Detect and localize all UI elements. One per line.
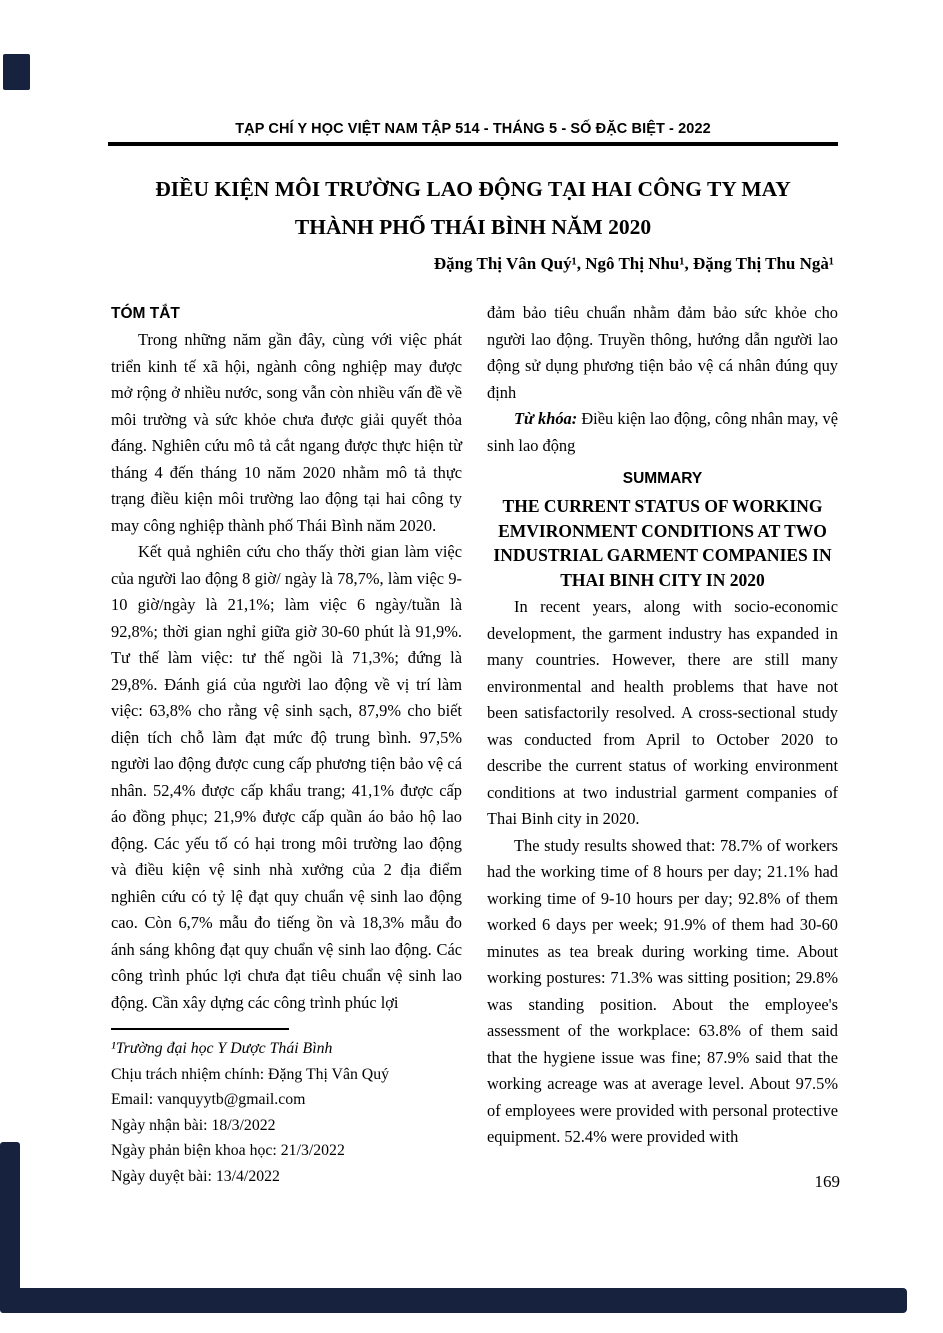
abstract-continuation: đảm bảo tiêu chuẩn nhằm đảm bảo sức khỏe cho người lao động. Truyền thông, hướng dẫn người lao động sử dụng phương tiện bảo vệ cá nhân đúng quy định xyxy=(487,303,838,402)
article-title-line1: ĐIỀU KIỆN MÔI TRƯỜNG LAO ĐỘNG TẠI HAI CÔNG TY MAY xyxy=(155,177,791,201)
left-column xyxy=(111,300,462,1189)
keywords-text: Điều kiện lao động, công nhân may, vệ sinh lao động xyxy=(487,409,838,455)
page-number: 169 xyxy=(814,1172,840,1191)
journal-header: TẠP CHÍ Y HỌC VIỆT NAM TẬP 514 - THÁNG 5 - SỐ ĐẶC BIỆT - 2022 xyxy=(235,121,711,137)
article-title xyxy=(109,170,837,246)
abstract-heading: TÓM TẮT xyxy=(111,305,180,322)
authors-line: Đặng Thị Vân Quý¹, Ngô Thị Nhu¹, Đặng Thị Thu Ngà¹ xyxy=(433,254,834,273)
keywords-label: Từ khóa: xyxy=(514,409,578,428)
header-rule xyxy=(108,142,838,146)
scan-artifact-top-left xyxy=(3,54,30,90)
article-title-line2: THÀNH PHỐ THÁI BÌNH NĂM 2020 xyxy=(294,215,652,239)
summary-paragraph-1: In recent years, along with socio-economic development, the garment industry has expanded in many countries. However, there are still many environmental and health problems that have not been satisfactorily resolved. A cross-sectional study was conducted from April to October 2020 to describe the current status of working environment conditions at two industrial garment companies of Thai Binh city in 2020. xyxy=(487,597,838,828)
footnote-responsible: Chịu trách nhiệm chính: Đặng Thị Vân Quý xyxy=(111,1065,390,1083)
footnote-block xyxy=(111,1028,462,1189)
footnote-reviewed-date: Ngày phản biện khoa học: 21/3/2022 xyxy=(111,1142,345,1159)
footnote-received-date: Ngày nhận bài: 18/3/2022 xyxy=(111,1116,276,1134)
footnote-affiliation: ¹Trường đại học Y Dược Thái Bình xyxy=(111,1040,333,1057)
footnote-accepted-date: Ngày duyệt bài: 13/4/2022 xyxy=(111,1167,280,1185)
english-title: THE CURRENT STATUS OF WORKING EMVIRONMENT CONDITIONS AT TWO INDUSTRIAL GARMENT COMPANIES IN THAI BINH CITY IN 2020 xyxy=(493,496,832,590)
keywords-line xyxy=(487,406,838,459)
summary-heading: SUMMARY xyxy=(622,470,703,487)
right-column xyxy=(487,300,838,1189)
footnote-rule xyxy=(111,1028,289,1030)
scan-artifact-bottom-edge xyxy=(6,1288,907,1313)
abstract-paragraph-2: Kết quả nghiên cứu cho thấy thời gian làm việc của người lao động 8 giờ/ ngày là 78,7%, làm việc 9-10 giờ/ngày là 21,1%; làm việc 6 ngày/tuần là 92,8%; thời gian nghỉ giữa giờ 30-60 phút là 91,9%. Tư thế làm việc: tư thế ngồi là 71,3%; đứng là 29,8%. Đánh giá của người lao động về vị trí làm việc: 63,8% cho rằng vệ sinh sạch, 87,9% cho biết diện tích chỗ làm đạt mức độ trung bình. 97,5% người lao động được cung cấp phương tiện bảo vệ cá nhân. 52,4% được cấp khẩu trang; 41,1% được cấp áo đồng phục; 21,9% được cấp quần áo bảo hộ lao động. Các yếu tố có hại trong môi trường lao động và điều kiện vệ sinh nhà xưởng của 2 địa điểm nghiên cứu có tỷ lệ đạt quy chuẩn vệ sinh lao động cao. Còn 6,7% mẫu đo tiếng ồn và 18,3% mẫu đo ánh sáng không đạt quy chuẩn vệ sinh lao động. Các công trình phúc lợi chưa đạt tiêu chuẩn vệ sinh lao động. Cần xây dựng các công trình phúc lợi xyxy=(111,542,462,1012)
two-column-body xyxy=(111,300,838,1189)
summary-paragraph-2: The study results showed that: 78.7% of workers had the working time of 8 hours per day; 21.1% had working time of 9-10 hours per day; 92.8% of them worked 6 days per week; 91.9% of them had 30-60 minutes as tea break during working time. About working postures: 71.3% was sitting position; 29.8% was standing position. About the employee's assessment of the workplace: 63.8% of them said that the hygiene issue was fine; 87.9% said that the working acreage was at average level. About 97.5% of employees were provided with personal protective equipment. 52.4% were provided with xyxy=(487,835,838,1146)
abstract-paragraph-1: Trong những năm gần đây, cùng với việc phát triển kinh tế xã hội, ngành công nghiệp may được mở rộng ở nhiều nước, song vẫn còn nhiều vấn đề về môi trường và sức khỏe chưa được giải quyết thỏa đáng. Nghiên cứu mô tả cắt ngang được thực hiện từ tháng 4 đến tháng 10 năm 2020 nhằm mô tả thực trạng điều kiện môi trường lao động tại hai công ty may công nghiệp thành phố Thái Bình năm 2020. xyxy=(111,330,462,535)
footnote-email: Email: vanquyytb@gmail.com xyxy=(111,1091,306,1108)
